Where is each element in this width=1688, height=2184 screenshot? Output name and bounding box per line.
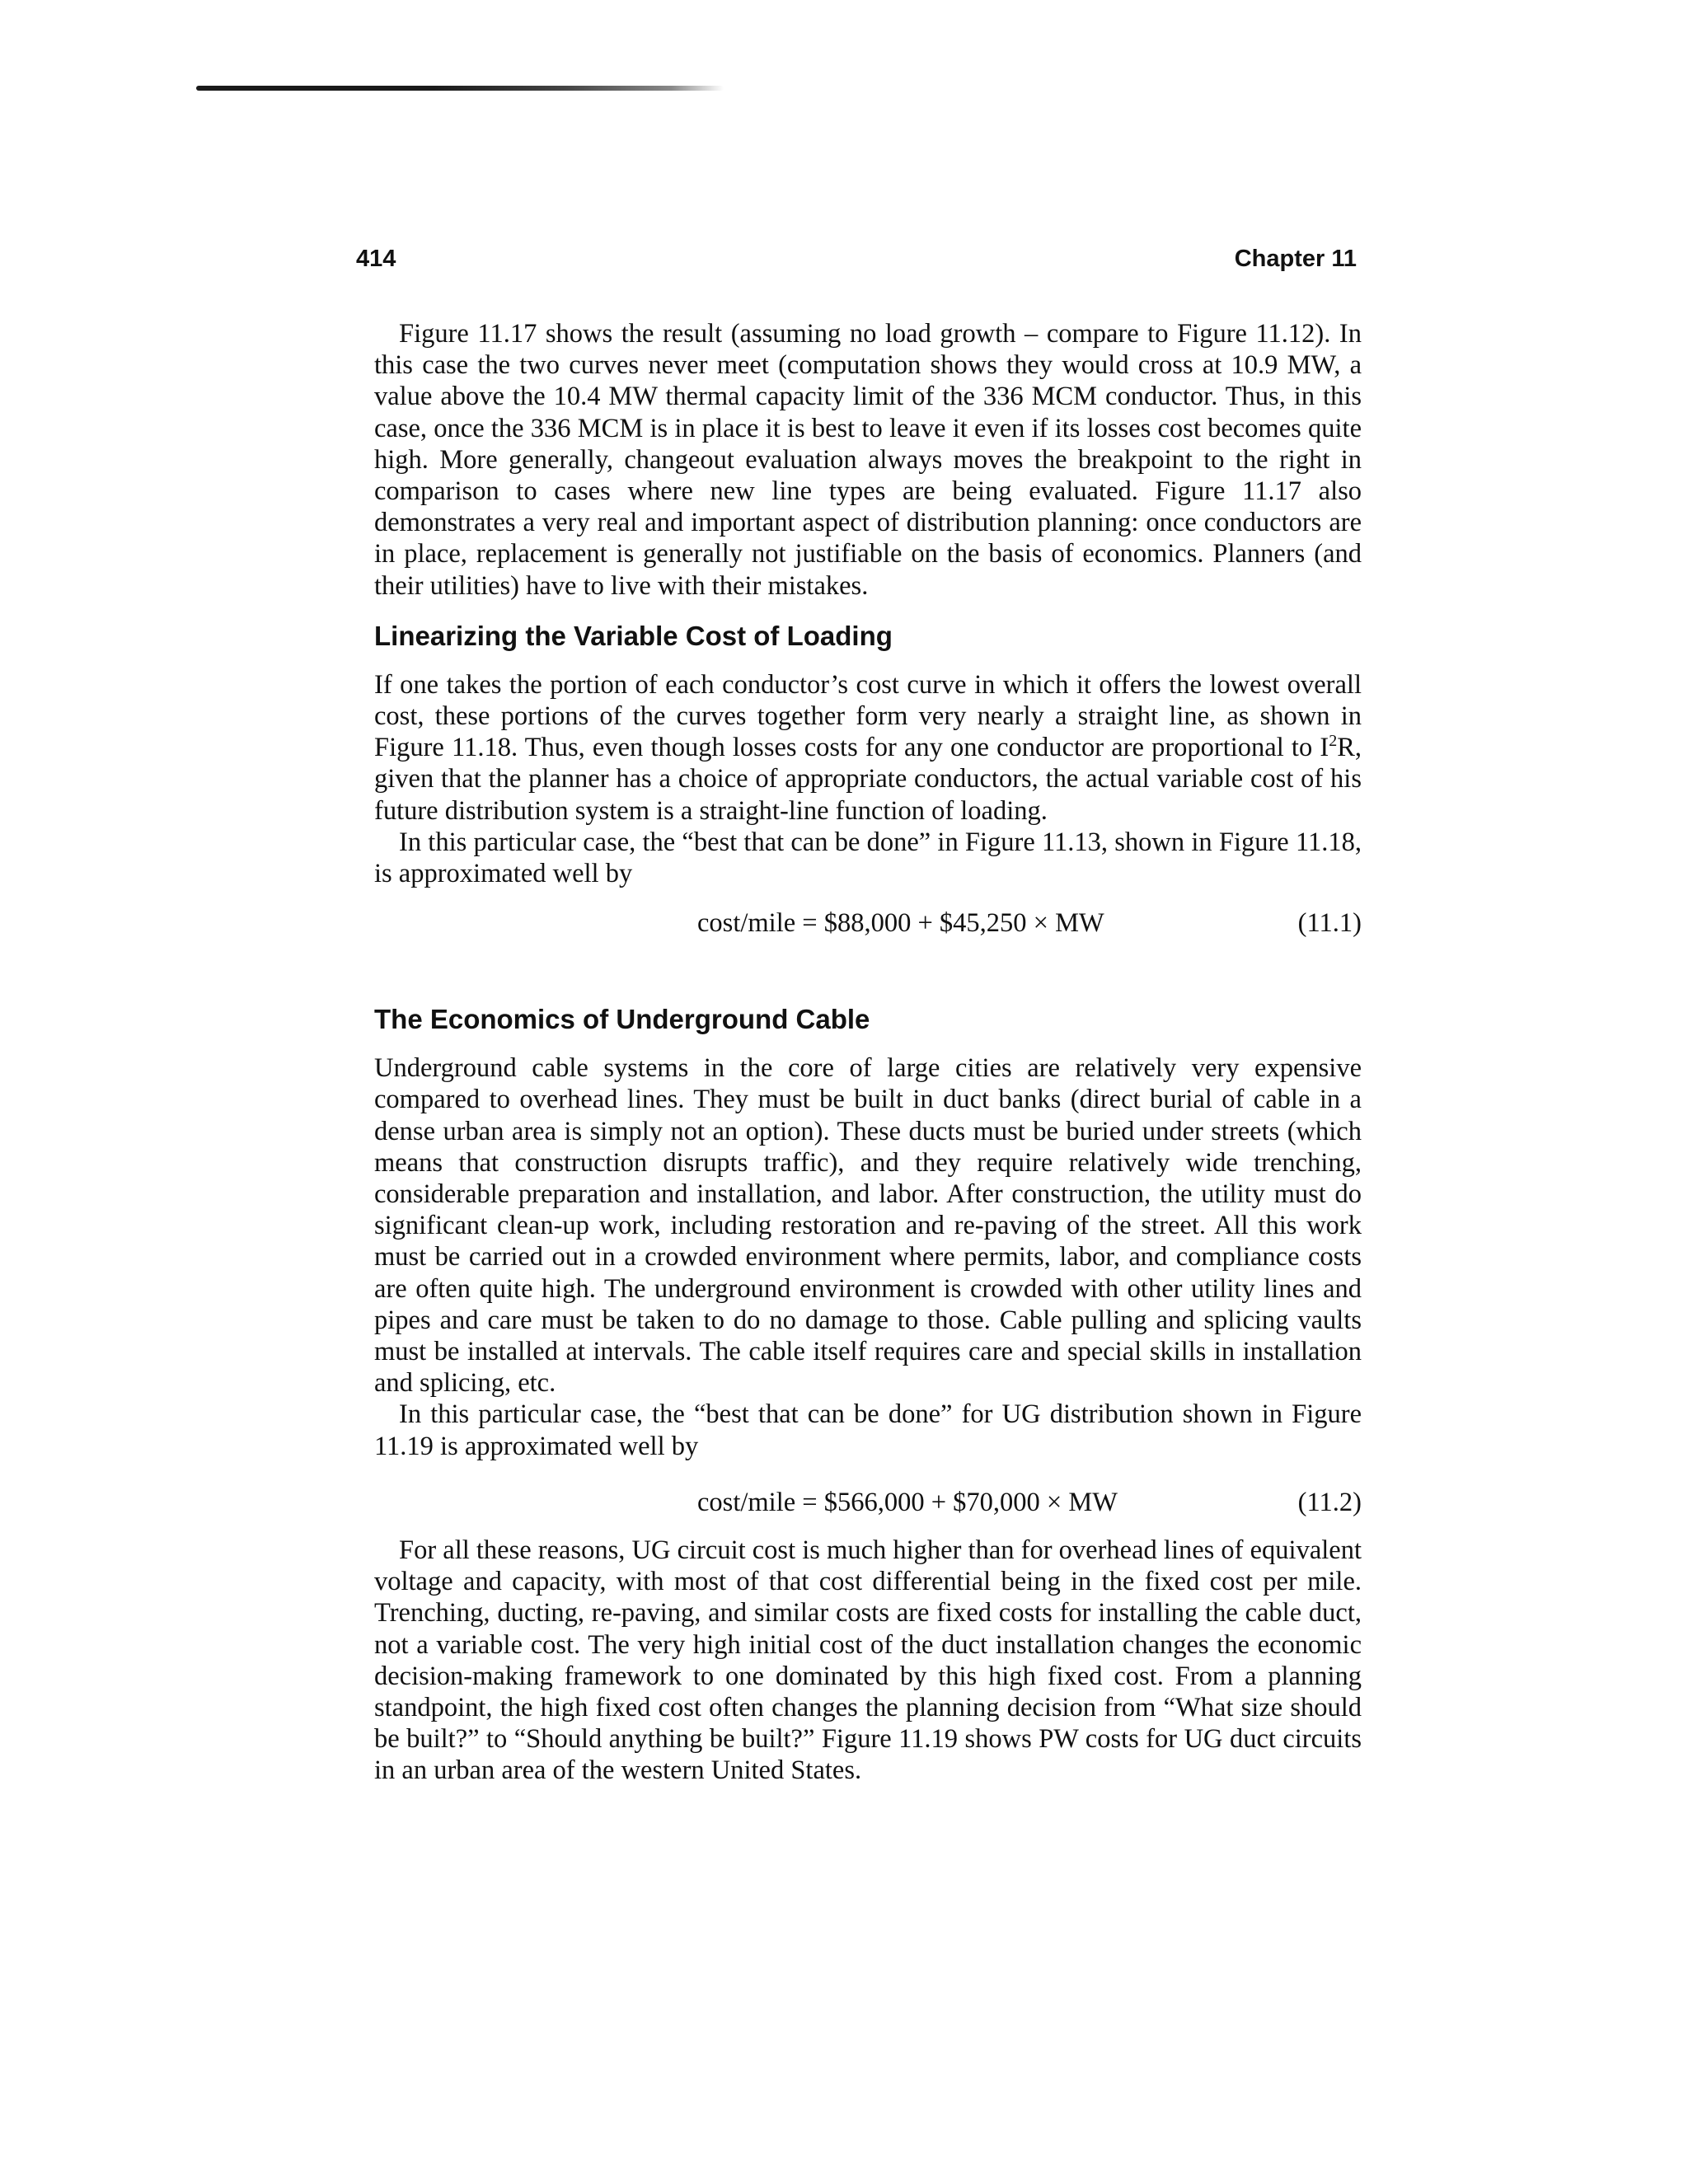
paragraph-best-overhead: In this particular case, the “best that can be done” in Figure 11.13, shown in Figure 11.18, is approximated well by bbox=[374, 827, 1362, 889]
paragraph-changeout-result: Figure 11.17 shows the result (assuming no load growth – compare to Figure 11.12). In this case the two curves never meet (computation shows they would cross at 10.9 MW, a value above the 10.4 MW thermal capacity limit of the 336 MCM conductor. Thus, in this case, once the 336 MCM is in place it is best to leave it even if its losses cost becomes quite high. More generally, changeout evaluation always moves the breakpoint to the right in comparison to cases where new line types are being evaluated. Figure 11.17 also demonstrates a very real and important aspect of distribution planning: once conductors are in place, replacement is generally not justifiable on the basis of economics. Planners (and their utilities) have to live with their mistakes. bbox=[374, 319, 1362, 601]
page-body bbox=[374, 318, 1362, 1787]
section-heading-linearizing: Linearizing the Variable Cost of Loading bbox=[374, 620, 893, 651]
paragraph-linearizing bbox=[374, 669, 1362, 827]
page-header bbox=[356, 246, 1357, 282]
paragraph-underground-cost: Underground cable systems in the core of large cities are relatively very expensive compared to overhead lines. They must be built in duct banks (direct burial of cable in a dense urban area is simply not an option). These ducts must be buried under streets (which means that construction disrupts traffic), and they require relatively wide trenching, considerable preparation and installation, and labor. After construction, the utility must do significant clean-up work, including restoration and re-paving of the street. All this work must be carried out in a crowded environment where permits, labor, and compliance costs are often quite high. The underground environment is crowded with other utility lines and pipes and care must be taken to do no damage to those. Cable pulling and splicing vaults must be installed at intervals. The cable itself requires care and special skills in installation and splicing, etc. bbox=[374, 1053, 1362, 1399]
paragraph-best-underground: In this particular case, the “best that can be done” for UG distribution shown in Figure 11.19 is approximated well by bbox=[374, 1399, 1362, 1461]
equation-11-1 bbox=[374, 907, 1362, 940]
page-number: 414 bbox=[356, 246, 396, 272]
paragraph-ug-circuit-cost: For all these reasons, UG circuit cost is much higher than for overhead lines of equivalent voltage and capacity, with most of that cost differential being in the fixed cost per mile. Trenching, ducting, re-paving, and similar costs are fixed costs for installing the cable duct, not a variable cost. The very high initial cost of the duct installation changes the economic decision-making framework to one dominated by this high fixed cost. From a planning standpoint, the high fixed cost often changes the planning decision from “What size should be built?” to “Should anything be built?” Figure 11.19 shows PW costs for UG duct circuits in an urban area of the western United States. bbox=[374, 1535, 1362, 1786]
section-heading-underground-cable: The Economics of Underground Cable bbox=[374, 1004, 870, 1035]
top-rule-decoration bbox=[196, 86, 724, 91]
equation-11-1-number: (11.1) bbox=[1297, 908, 1362, 939]
equation-11-2-number: (11.2) bbox=[1297, 1487, 1362, 1517]
equation-11-1-body: cost/mile = $88,000 + $45,250 × MW bbox=[697, 908, 1104, 939]
paragraph-linearizing-text-b: R, given that the planner has a choice of appropriate conductors, the actual variable cost of his future distribution system is a straight-line function of loading. bbox=[374, 733, 1362, 826]
superscript-two: 2 bbox=[1329, 732, 1338, 751]
paragraph-linearizing-text-a: If one takes the portion of each conductor’s cost curve in which it offers the lowest overall cost, these portions of the curves together form very nearly a straight line, as shown in Figure 11.18. Thus, even though losses costs for any one conductor are proportional to I bbox=[374, 669, 1362, 763]
equation-11-2-body: cost/mile = $566,000 + $70,000 × MW bbox=[697, 1487, 1118, 1517]
running-head: Chapter 11 bbox=[1234, 246, 1357, 272]
equation-11-2 bbox=[374, 1487, 1362, 1520]
